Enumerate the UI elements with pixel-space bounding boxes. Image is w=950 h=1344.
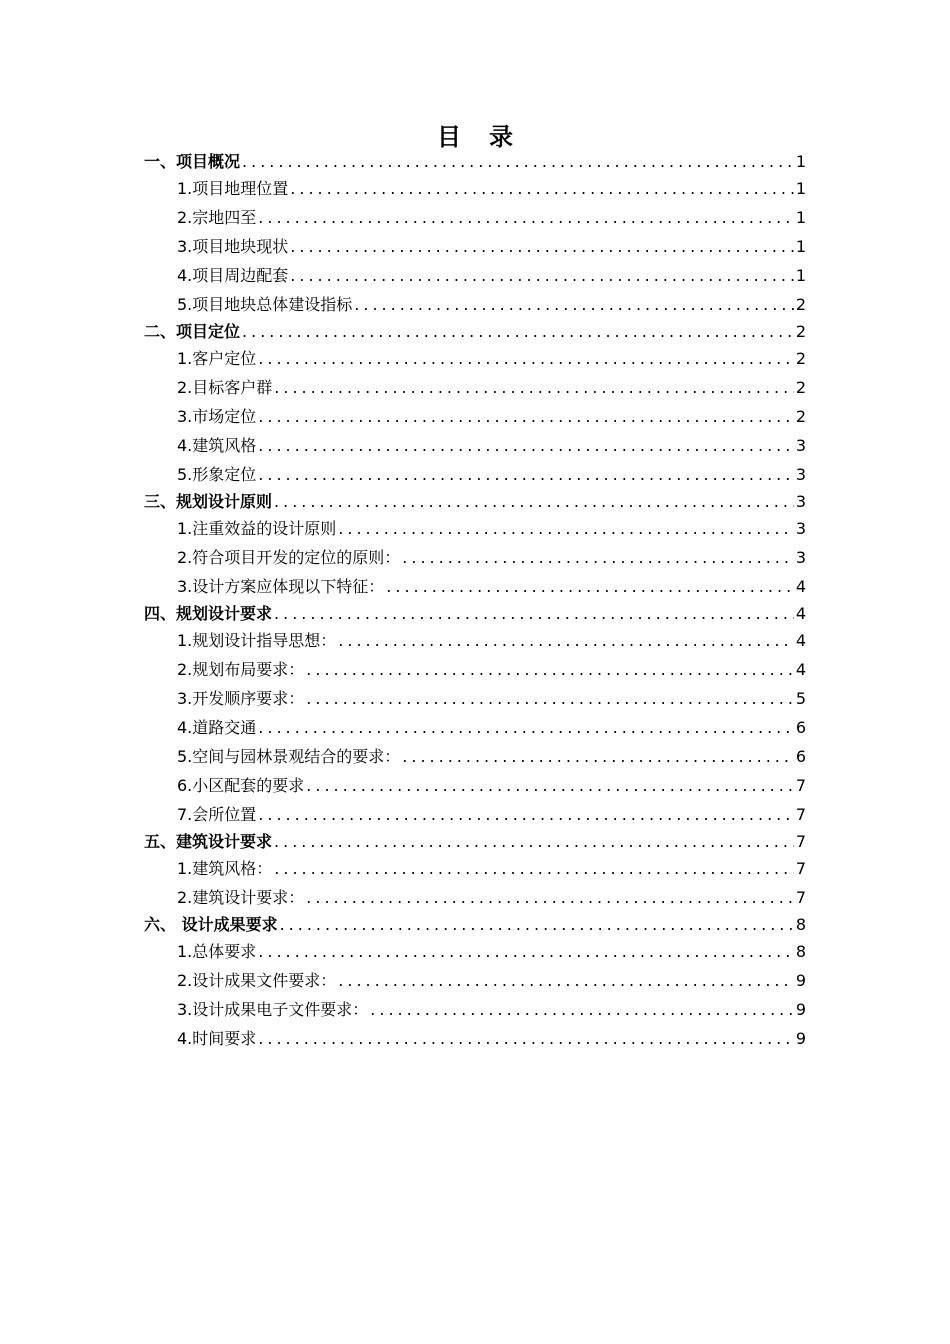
toc-page-number: 5 xyxy=(795,689,806,708)
toc-dot-leader xyxy=(290,261,794,290)
toc-item-label: 2.宗地四至 xyxy=(177,208,257,227)
toc-page-number: 7 xyxy=(795,805,806,824)
toc-item-entry[interactable] xyxy=(144,344,806,373)
toc-item-label: 3.开发顺序要求： xyxy=(177,689,305,708)
toc-dot-leader xyxy=(274,854,794,883)
toc-page-number: 4 xyxy=(795,660,806,679)
toc-item-entry[interactable] xyxy=(144,261,806,290)
toc-page-number: 1 xyxy=(795,237,806,256)
toc-page-number: 4 xyxy=(795,631,806,650)
toc-dot-leader xyxy=(274,373,794,402)
toc-item-entry[interactable] xyxy=(144,626,806,655)
toc-section-label: 四、规划设计要求 xyxy=(144,604,273,623)
toc-dot-leader xyxy=(274,602,794,626)
toc-dot-leader xyxy=(258,800,794,829)
toc-page-number: 3 xyxy=(795,519,806,538)
toc-item-label: 5.项目地块总体建设指标 xyxy=(177,295,353,314)
toc-dot-leader xyxy=(258,431,794,460)
toc-item-label: 1.总体要求 xyxy=(177,942,257,961)
toc-page-number: 9 xyxy=(795,1029,806,1048)
toc-dot-leader xyxy=(338,514,794,543)
toc-item-entry[interactable] xyxy=(144,684,806,713)
toc-item-entry[interactable] xyxy=(144,771,806,800)
toc-section-label: 五、建筑设计要求 xyxy=(144,832,273,851)
toc-dot-leader xyxy=(306,655,794,684)
toc-item-label: 4.项目周边配套 xyxy=(177,266,289,285)
toc-item-entry[interactable] xyxy=(144,402,806,431)
toc-dot-leader xyxy=(402,543,794,572)
toc-item-label: 6.小区配套的要求 xyxy=(177,776,305,795)
toc-item-label: 4.道路交通 xyxy=(177,718,257,737)
toc-dot-leader xyxy=(258,460,794,489)
toc-item-entry[interactable] xyxy=(144,203,806,232)
toc-page-number: 1 xyxy=(795,179,806,198)
toc-section-entry[interactable] xyxy=(144,830,806,854)
toc-item-label: 3.设计成果电子文件要求： xyxy=(177,1000,369,1019)
toc-page-number: 3 xyxy=(795,465,806,484)
toc-item-entry[interactable] xyxy=(144,883,806,912)
toc-dot-leader xyxy=(258,344,794,373)
toc-item-label: 1.建筑风格： xyxy=(177,859,273,878)
toc-section-label: 一、项目概况 xyxy=(144,152,241,171)
toc-item-label: 3.设计方案应体现以下特征： xyxy=(177,577,385,596)
toc-item-entry[interactable] xyxy=(144,232,806,261)
toc-page-number: 9 xyxy=(795,1000,806,1019)
toc-dot-leader xyxy=(338,626,794,655)
toc-dot-leader xyxy=(258,203,794,232)
toc-section-entry[interactable] xyxy=(144,913,806,937)
toc-item-entry[interactable] xyxy=(144,431,806,460)
toc-dot-leader xyxy=(242,320,794,344)
toc-item-entry[interactable] xyxy=(144,290,806,319)
toc-item-entry[interactable] xyxy=(144,937,806,966)
table-of-contents xyxy=(144,149,806,1053)
toc-page-number: 4 xyxy=(795,577,806,596)
toc-item-entry[interactable] xyxy=(144,460,806,489)
toc-item-label: 2.规划布局要求： xyxy=(177,660,305,679)
toc-item-entry[interactable] xyxy=(144,373,806,402)
toc-section-label: 三、规划设计原则 xyxy=(144,492,273,511)
toc-section-label: 六、 设计成果要求 xyxy=(144,915,278,934)
toc-page-number: 2 xyxy=(795,407,806,426)
toc-page-number: 2 xyxy=(795,295,806,314)
toc-title: 目录 xyxy=(437,123,541,151)
toc-page-number: 4 xyxy=(795,604,806,623)
toc-dot-leader xyxy=(290,174,794,203)
toc-item-label: 1.客户定位 xyxy=(177,349,257,368)
toc-dot-leader xyxy=(354,290,794,319)
toc-dot-leader xyxy=(370,995,794,1024)
toc-page-number: 9 xyxy=(795,971,806,990)
toc-section-entry[interactable] xyxy=(144,320,806,344)
toc-dot-leader xyxy=(258,1024,794,1053)
toc-page-number: 2 xyxy=(795,349,806,368)
toc-item-entry[interactable] xyxy=(144,800,806,829)
toc-item-label: 2.目标客户群 xyxy=(177,378,273,397)
toc-dot-leader xyxy=(306,883,794,912)
toc-dot-leader xyxy=(274,490,794,514)
toc-item-label: 5.空间与园林景观结合的要求： xyxy=(177,747,401,766)
toc-item-entry[interactable] xyxy=(144,572,806,601)
toc-item-label: 5.形象定位 xyxy=(177,465,257,484)
toc-dot-leader xyxy=(258,402,794,431)
toc-dot-leader xyxy=(338,966,794,995)
toc-section-entry[interactable] xyxy=(144,602,806,626)
toc-page-number: 1 xyxy=(795,208,806,227)
toc-dot-leader xyxy=(306,771,794,800)
toc-item-label: 1.项目地理位置 xyxy=(177,179,289,198)
toc-page-number: 2 xyxy=(795,378,806,397)
toc-page-number: 2 xyxy=(795,322,806,341)
toc-item-entry[interactable] xyxy=(144,655,806,684)
toc-section-label: 二、项目定位 xyxy=(144,322,241,341)
toc-page-number: 7 xyxy=(795,888,806,907)
toc-item-entry[interactable] xyxy=(144,742,806,771)
toc-item-label: 4.时间要求 xyxy=(177,1029,257,1048)
toc-page-number: 7 xyxy=(795,832,806,851)
toc-item-label: 3.项目地块现状 xyxy=(177,237,289,256)
toc-item-entry[interactable] xyxy=(144,174,806,203)
toc-item-entry[interactable] xyxy=(144,854,806,883)
toc-dot-leader xyxy=(290,232,794,261)
toc-dot-leader xyxy=(258,713,794,742)
toc-page-number: 7 xyxy=(795,859,806,878)
toc-page-number: 1 xyxy=(795,152,806,171)
toc-item-entry[interactable] xyxy=(144,1024,806,1053)
toc-item-label: 2.建筑设计要求： xyxy=(177,888,305,907)
toc-dot-leader xyxy=(274,830,794,854)
toc-item-label: 1.规划设计指导思想： xyxy=(177,631,337,650)
toc-section-entry[interactable] xyxy=(144,490,806,514)
toc-item-label: 3.市场定位 xyxy=(177,407,257,426)
toc-item-label: 7.会所位置 xyxy=(177,805,257,824)
toc-dot-leader xyxy=(280,913,794,937)
toc-dot-leader xyxy=(402,742,794,771)
toc-page-number: 1 xyxy=(795,266,806,285)
toc-dot-leader xyxy=(306,684,794,713)
toc-page-number: 6 xyxy=(795,718,806,737)
toc-item-label: 2.符合项目开发的定位的原则： xyxy=(177,548,401,567)
toc-item-entry[interactable] xyxy=(144,543,806,572)
toc-item-entry[interactable] xyxy=(144,514,806,543)
toc-item-label: 1.注重效益的设计原则 xyxy=(177,519,337,538)
toc-page-number: 3 xyxy=(795,548,806,567)
toc-page-number: 8 xyxy=(795,915,806,934)
toc-item-label: 4.建筑风格 xyxy=(177,436,257,455)
toc-page-number: 3 xyxy=(795,436,806,455)
toc-page-number: 8 xyxy=(795,942,806,961)
toc-section-entry[interactable] xyxy=(144,150,806,174)
toc-item-entry[interactable] xyxy=(144,713,806,742)
toc-dot-leader xyxy=(258,937,794,966)
toc-item-entry[interactable] xyxy=(144,995,806,1024)
toc-page-number: 3 xyxy=(795,492,806,511)
toc-item-entry[interactable] xyxy=(144,966,806,995)
toc-dot-leader xyxy=(386,572,794,601)
toc-item-label: 2.设计成果文件要求： xyxy=(177,971,337,990)
toc-dot-leader xyxy=(242,150,794,174)
toc-page-number: 6 xyxy=(795,747,806,766)
toc-page-number: 7 xyxy=(795,776,806,795)
